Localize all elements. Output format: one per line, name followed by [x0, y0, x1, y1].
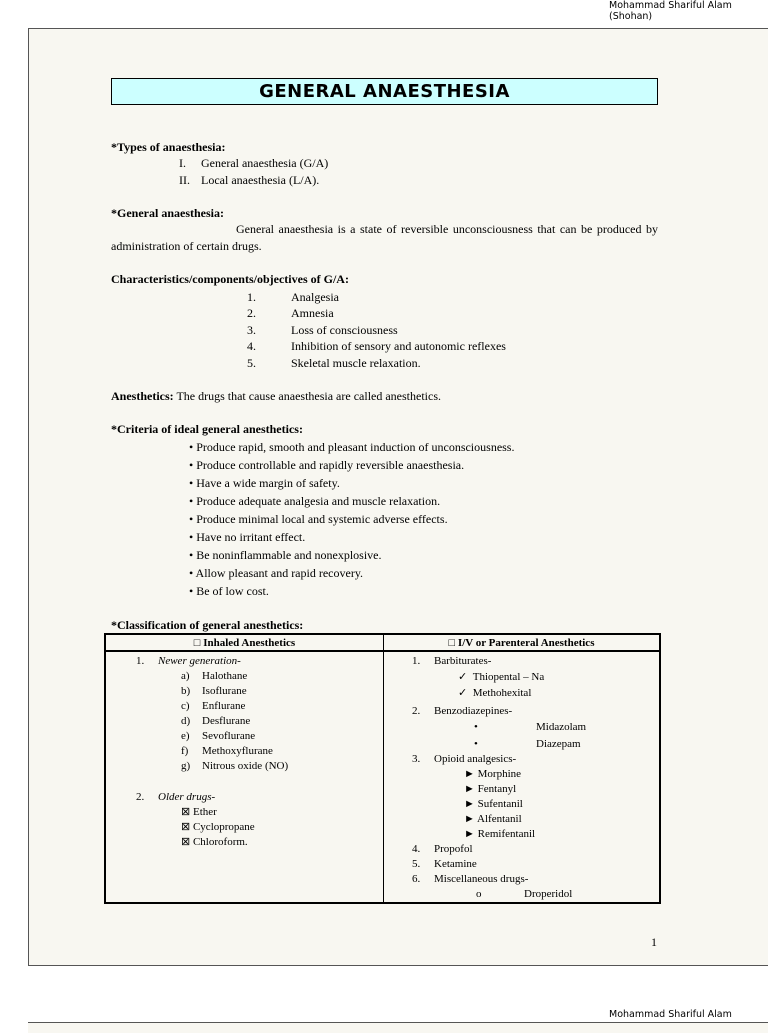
drug-item: Sevoflurane — [202, 730, 256, 742]
inhaled-column-header: □ Inhaled Anesthetics — [105, 634, 384, 651]
author-header-next-page — [609, 1009, 732, 1020]
page-title: GENERAL ANAESTHESIA — [111, 78, 658, 105]
bullet-icon: • — [189, 440, 194, 454]
benzodiazepines-label: Benzodiazepines- — [434, 705, 513, 717]
char-num-3: 3. — [247, 323, 256, 337]
iv-cell: 1. Barbiturates- ✓ Thiopental – Na ✓ Methohexital 2. Benzodiazepines- • Midazolam • Diazepam 3. Opioid analgesics- ► Morphine ► Fentanyl ► Sufentanil ► Alfentanil ► Remifentanil 4. Propofol 5. Ketamine 6. Miscellaneous drugs- o Droperidol — [384, 651, 661, 903]
char-num-2: 2. — [247, 306, 256, 320]
criteria-item: • Have no irritant effect. — [189, 530, 306, 544]
types-item-2: Local anaesthesia (L/A). — [201, 173, 320, 187]
document-page — [28, 28, 768, 966]
newer-generation-label: Newer generation- — [158, 655, 241, 667]
arrow-right-icon: ► — [464, 828, 475, 840]
char-item-1: Analgesia — [291, 290, 339, 304]
barbiturates-label: Barbiturates- — [434, 655, 492, 667]
drug-item: ► Fentanyl — [464, 783, 517, 795]
author-name: Mohammad Shariful Alam — [609, 0, 732, 11]
arrow-right-icon: ► — [464, 813, 475, 825]
circle-bullet-icon: o — [476, 888, 482, 900]
bullet-icon: • — [189, 512, 194, 526]
author-name: Mohammad Shariful Alam — [609, 1009, 732, 1020]
inhaled-cell: 1. Newer generation- a) Halothane b) Isoflurane c) Enflurane d) Desflurane e) Sevoflurane f) Methoxyflurane g) Nitrous oxide (NO) 2. Older drugs- ⊠ Ether ⊠ Cyclopropane ⊠ Chloroform. — [136, 655, 289, 848]
misc-drugs-label: Miscellaneous drugs- — [434, 873, 529, 885]
author-nickname: (Shohan) — [609, 11, 653, 22]
bullet-icon: • — [189, 476, 194, 490]
anesthetics-text: The drugs that cause anaesthesia are called anesthetics. — [176, 389, 441, 403]
drug-item: Halothane — [202, 670, 248, 682]
types-num-2: II. — [179, 173, 190, 187]
older-drugs-label: Older drugs- — [158, 791, 216, 803]
bullet-icon: • — [189, 494, 194, 508]
char-item-3: Loss of consciousness — [291, 323, 398, 337]
arrow-right-icon: ► — [464, 783, 475, 795]
drug-item: ► Alfentanil — [464, 813, 522, 825]
checkbox-x-icon: ⊠ — [181, 821, 191, 833]
criteria-item: • Be of low cost. — [189, 584, 269, 598]
bullet-icon: • — [189, 458, 194, 472]
drug-item: ► Morphine — [464, 768, 522, 780]
drug-item: Enflurane — [202, 700, 246, 712]
char-item-4: Inhibition of sensory and autonomic reflexes — [291, 339, 506, 353]
drug-item: Desflurane — [202, 715, 251, 727]
criteria-item: • Produce rapid, smooth and pleasant induction of unconsciousness. — [189, 440, 515, 454]
iv-column-header: □ I/V or Parenteral Anesthetics — [384, 634, 661, 651]
types-item-1: General anaesthesia (G/A) — [201, 156, 329, 170]
opioid-analgesics-label: Opioid analgesics- — [434, 753, 517, 765]
criteria-item: • Be noninflammable and nonexplosive. — [189, 548, 382, 562]
criteria-item: • Produce controllable and rapidly reversible anaesthesia. — [189, 458, 465, 472]
arrow-right-icon: ► — [464, 768, 475, 780]
general-heading: *General anaesthesia: — [111, 206, 224, 220]
drug-item: Isoflurane — [202, 685, 247, 697]
arrow-right-icon: ► — [464, 798, 475, 810]
drug-item: ► Remifentanil — [464, 828, 536, 840]
drug-item: Diazepam — [536, 738, 581, 750]
drug-item: ⊠ Cyclopropane — [181, 821, 255, 833]
drug-item: Propofol — [434, 843, 473, 855]
criteria-item: • Produce adequate analgesia and muscle relaxation. — [189, 494, 441, 508]
bullet-icon: • — [189, 584, 194, 598]
general-definition: General anaesthesia is a state of reversible unconsciousness that can be produced by administration of certain drugs. — [111, 222, 658, 253]
char-item-2: Amnesia — [291, 306, 334, 320]
classification-heading: *Classification of general anesthetics: — [111, 618, 304, 632]
char-num-5: 5. — [247, 356, 256, 370]
bullet-icon: • — [189, 548, 194, 562]
types-heading: *Types of anaesthesia: — [111, 140, 226, 154]
drug-item: Ketamine — [434, 858, 477, 870]
drug-item: ⊠ Chloroform. — [181, 836, 248, 848]
author-header — [609, 0, 732, 22]
anesthetics-definition — [111, 388, 441, 404]
bullet-icon: • — [474, 721, 478, 733]
drug-item: Methoxyflurane — [202, 745, 273, 757]
drug-item: ⊠ Ether — [181, 806, 217, 818]
classification-table — [104, 633, 661, 904]
characteristics-heading: Characteristics/components/objectives of G/A: — [111, 272, 349, 286]
criteria-item: • Have a wide margin of safety. — [189, 476, 340, 490]
criteria-heading: *Criteria of ideal general anesthetics: — [111, 422, 303, 436]
checkbox-x-icon: ⊠ — [181, 806, 191, 818]
drug-item: Midazolam — [536, 721, 587, 733]
checkbox-x-icon: ⊠ — [181, 836, 191, 848]
bullet-icon: • — [189, 566, 194, 580]
types-num-1: I. — [179, 156, 186, 170]
char-item-5: Skeletal muscle relaxation. — [291, 356, 421, 370]
criteria-item: • Allow pleasant and rapid recovery. — [189, 566, 364, 580]
drug-item: ► Sufentanil — [464, 798, 523, 810]
bullet-icon: • — [189, 530, 194, 544]
anesthetics-label: Anesthetics: — [111, 389, 174, 403]
drug-item: ✓ Thiopental – Na — [458, 671, 545, 683]
drug-item: ✓ Methohexital — [458, 687, 532, 699]
drug-item: Droperidol — [524, 888, 573, 900]
drug-item: Nitrous oxide (NO) — [202, 760, 289, 772]
bullet-icon: • — [474, 738, 478, 750]
page-number: 1 — [651, 935, 657, 949]
criteria-item: • Produce minimal local and systemic adverse effects. — [189, 512, 448, 526]
char-num-4: 4. — [247, 339, 256, 353]
checkmark-icon: ✓ — [458, 671, 468, 683]
char-num-1: 1. — [247, 290, 256, 304]
checkmark-icon: ✓ — [458, 687, 468, 699]
